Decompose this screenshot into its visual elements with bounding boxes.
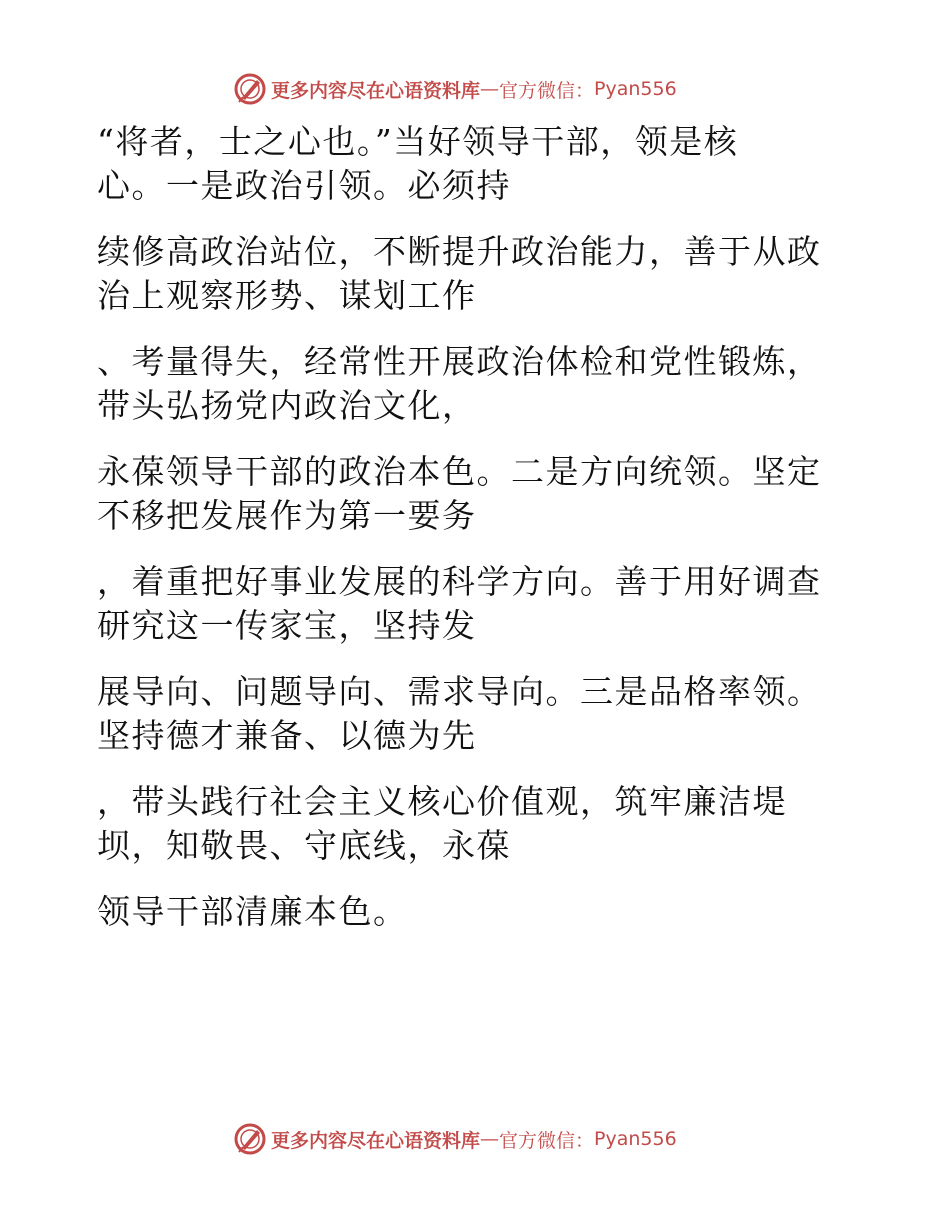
banner-wechat-label: 官方微信： [499,1129,595,1152]
banner-separator: — [480,78,500,100]
body-line: 带头弘扬党内政治文化， [97,386,477,425]
body-line: 不移把发展作为第一要务 [97,496,477,535]
banner-wechat-label: 官方微信： [499,79,595,102]
body-line: 领导干部清廉本色。 [97,892,408,931]
body-line: 续修高政治站位，不断提升政治能力，善于从政 [97,232,822,271]
body-line: 研究这一传家宝，坚持发 [97,606,477,645]
banner-separator: — [480,1128,500,1150]
banner-brand-text: 更多内容尽在心语资料库 [271,1129,481,1152]
banner-account: Pyan556 [594,1128,677,1150]
quill-seal-logo-icon [233,1122,267,1156]
body-line: 坝，知敬畏、守底线，永葆 [97,826,511,865]
header-banner [233,72,753,106]
body-line: ，带头践行社会主义核心价值观，筑牢廉洁堤 [97,782,787,821]
document-body [97,120,857,934]
body-line: 、考量得失，经常性开展政治体检和党性锻炼， [97,342,822,381]
banner-brand-text: 更多内容尽在心语资料库 [271,79,481,102]
footer-banner [233,1122,753,1156]
body-line: 心。一是政治引领。必须持 [97,166,511,205]
quill-seal-logo-icon [233,72,267,106]
body-line: “将者，士之心也。”当好领导干部，领是核 [97,122,739,161]
body-line: ，着重把好事业发展的科学方向。善于用好调查 [97,562,822,601]
banner-account: Pyan556 [594,78,677,100]
body-line: 治上观察形势、谋划工作 [97,276,477,315]
body-line: 永葆领导干部的政治本色。二是方向统领。坚定 [97,452,822,491]
body-line: 坚持德才兼备、以德为先 [97,716,477,755]
body-line: 展导向、问题导向、需求导向。三是品格率领。 [97,672,822,711]
